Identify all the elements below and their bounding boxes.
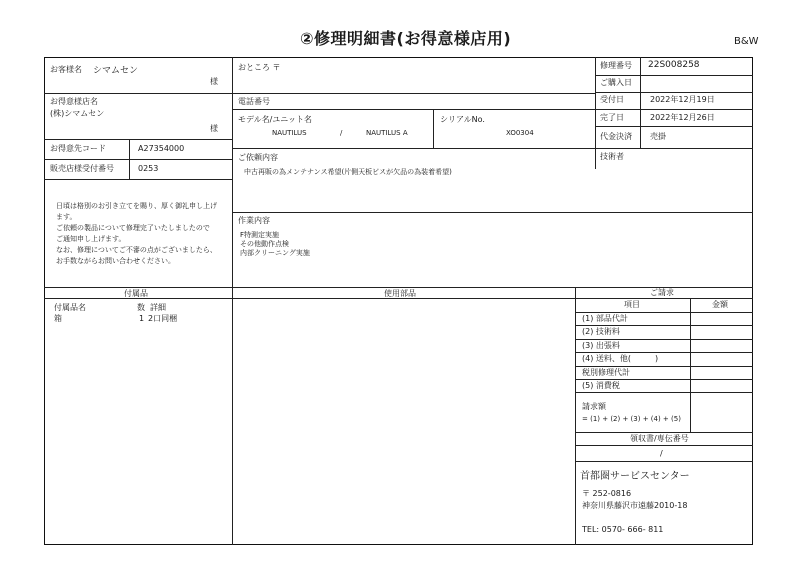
divider <box>575 352 753 353</box>
divider <box>595 92 753 93</box>
divider <box>595 126 753 127</box>
work-label: 作業内容 <box>238 216 270 225</box>
divider <box>640 57 641 148</box>
billing-row-label: (3) 出張料 <box>582 341 620 350</box>
accessory-qty-label: 数 <box>137 303 145 312</box>
repair-number: 22S008258 <box>648 60 700 70</box>
divider <box>44 298 575 299</box>
divider <box>595 75 753 76</box>
billing-row-label: (1) 部品代計 <box>582 314 628 323</box>
service-center-tel: TEL: 0570- 666- 811 <box>582 525 664 534</box>
accessory-detail: 2口同梱 <box>148 314 178 323</box>
service-center-address: 神奈川県藤沢市遠藤2010-18 <box>582 501 688 510</box>
divider <box>575 445 753 446</box>
work-line: その他動作点検 <box>240 240 289 248</box>
divider <box>44 159 232 160</box>
divider <box>44 139 232 140</box>
divider <box>575 325 753 326</box>
divider <box>595 109 753 110</box>
received-date: 2022年12月19日 <box>650 95 715 104</box>
divider <box>44 93 232 94</box>
serial-label: シリアルNo. <box>440 115 485 124</box>
store-honorific: 様 <box>210 124 218 133</box>
accessories-header: 付属品 <box>124 289 148 298</box>
payment-label: 代金決済 <box>600 132 632 141</box>
customer-code-label: お得意先コード <box>50 144 106 153</box>
work-line: F特測定実施 <box>240 231 280 239</box>
divider <box>595 148 753 149</box>
notice-line: ます。 <box>56 213 77 221</box>
reception-number: 0253 <box>138 164 159 173</box>
billing-row-label: (2) 技術料 <box>582 327 620 336</box>
repair-number-label: 修理番号 <box>600 61 632 70</box>
notice-line: お手数ながらお問い合わせください。 <box>56 257 175 265</box>
technician-label: 技術者 <box>600 152 624 161</box>
phone-label: 電話番号 <box>238 97 270 106</box>
billing-header: ご請求 <box>650 288 674 297</box>
divider <box>44 179 232 180</box>
billing-item-label: 項目 <box>624 300 640 309</box>
billing-row-label: 税別修理代計 <box>582 368 630 377</box>
notice-line: ご依頼の製品について修理完了いたしましたので <box>56 224 210 232</box>
divider <box>575 432 753 433</box>
billing-total-label: 請求額 <box>582 402 606 411</box>
divider <box>595 57 596 169</box>
model-separator: / <box>340 129 343 137</box>
store-name-label: お得意様店名 <box>50 97 98 106</box>
receipt-label: 領収書/専伝番号 <box>630 434 689 443</box>
completed-date-label: 完了日 <box>600 113 624 122</box>
address-label: おところ 〒 <box>238 63 281 72</box>
reception-number-label: 販売店様受付番号 <box>50 164 114 173</box>
divider <box>575 392 753 393</box>
divider <box>575 366 753 367</box>
divider <box>575 312 753 313</box>
customer-code: A27354000 <box>138 144 185 153</box>
divider <box>232 109 595 110</box>
accessory-name-label: 付属品名 <box>54 303 86 312</box>
accessory-detail-label: 詳細 <box>150 303 166 312</box>
received-date-label: 受付日 <box>600 95 624 104</box>
divider <box>575 461 753 462</box>
billing-amount-label: 金額 <box>712 300 728 309</box>
completed-date: 2022年12月26日 <box>650 113 715 122</box>
notice-line: なお、修理についてご不審の点がございましたら、 <box>56 246 217 254</box>
serial-number: XO0304 <box>506 129 534 137</box>
divider <box>433 109 434 148</box>
billing-row-label: (5) 消費税 <box>582 381 620 390</box>
divider <box>690 298 691 432</box>
notice-line: ご通知申し上げます。 <box>56 235 126 243</box>
store-name: (株)シマムセン <box>50 109 105 118</box>
unit-name: NAUTILUS A <box>366 129 408 137</box>
divider <box>575 298 753 299</box>
customer-honorific: 様 <box>210 77 218 86</box>
model-label: モデル名/ユニット名 <box>238 115 312 124</box>
payment-method: 売掛 <box>650 132 666 141</box>
service-center-name: 首都圏サービスセンター <box>580 471 690 482</box>
parts-header: 使用部品 <box>384 289 416 298</box>
work-line: 内部クリーニング実施 <box>240 249 310 257</box>
service-center-postal: 〒 252-0816 <box>582 489 632 498</box>
notice-line: 日頃は格別のお引き立てを賜り、厚く御礼申し上げ <box>56 202 217 210</box>
divider <box>232 93 595 94</box>
page-title: ②修理明細書(お得意様店用) <box>300 29 512 48</box>
request-label: ご依頼内容 <box>238 153 278 162</box>
accessory-qty: 1 <box>139 314 145 323</box>
billing-formula: = (1) + (2) + (3) + (4) + (5) <box>582 415 681 423</box>
divider <box>232 212 753 213</box>
brand-label: B&W <box>734 36 759 47</box>
receipt-number: / <box>660 449 663 458</box>
billing-row-label: (4) 送料、他( ) <box>582 354 659 363</box>
customer-name-label: お客様名 <box>50 65 82 74</box>
divider <box>575 379 753 380</box>
divider <box>129 139 130 179</box>
accessory-name: 箱 <box>54 314 62 323</box>
request-text: 中古再販の為メンテナンス希望(片側天板ビスが欠品の為装着希望) <box>244 168 452 176</box>
purchase-date-label: ご購入日 <box>600 78 632 87</box>
divider <box>232 57 233 545</box>
model-name: NAUTILUS <box>272 129 307 137</box>
customer-name: シマムセン <box>93 66 139 76</box>
divider <box>575 339 753 340</box>
